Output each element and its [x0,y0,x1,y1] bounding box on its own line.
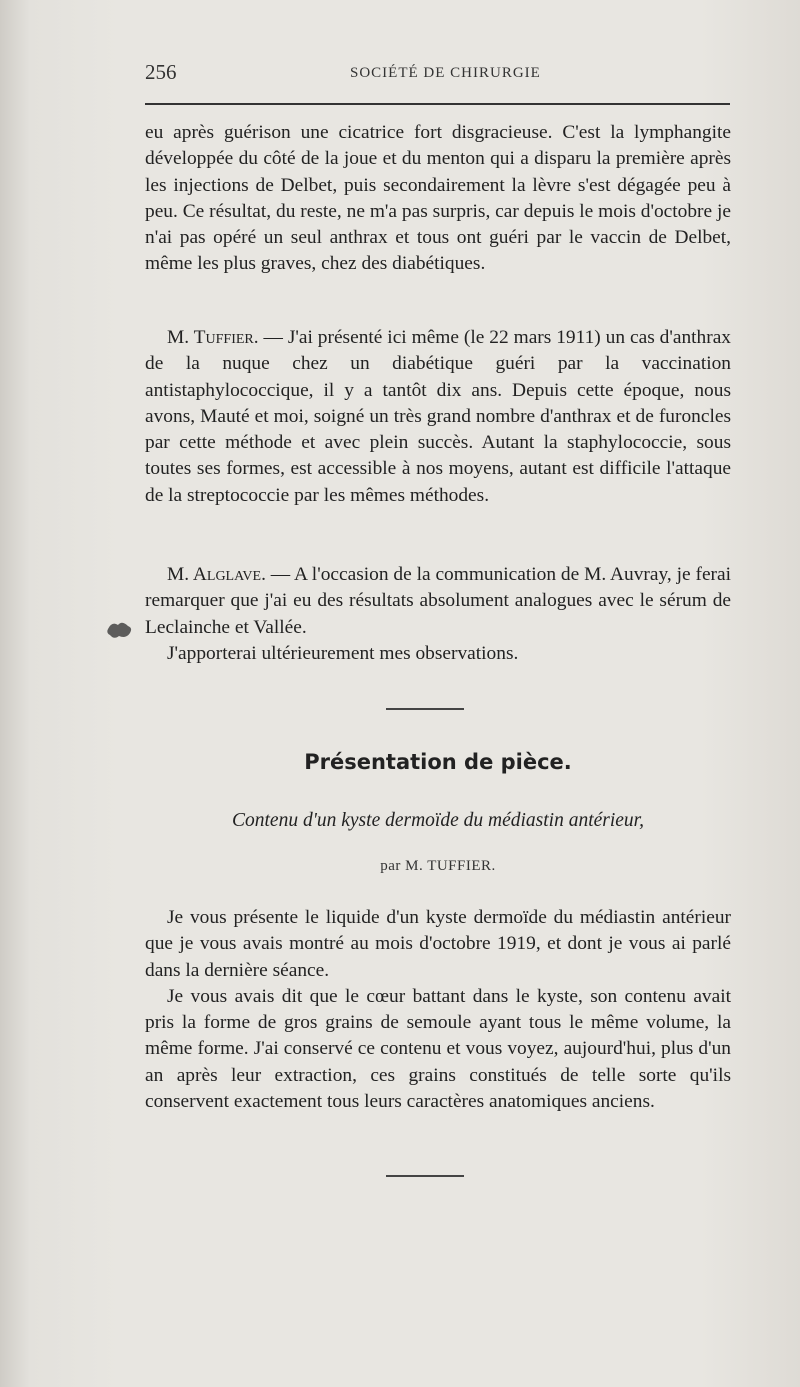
paragraph-alglave-remark [145,562,731,667]
speaker-name: M. Alglave. [167,564,266,585]
paragraph-text: Je vous avais dit que le cœur battant dans le kyste, son contenu avait pris la forme de gros grains de semoule ayant tous le même volume, la même forme. J'ai conservé ce contenu et vous voyez, aujourd'hui, plus d'un an après leur extraction, ces grains constitués de telle sorte qu'ils conservent exactement tous leurs caractères anatomiques anciens. [145,985,731,1113]
paragraph-tuffier-remark [145,325,731,509]
running-head: SOCIÉTÉ DE CHIRURGIE [350,65,541,81]
paragraph-text: eu après guérison une cicatrice fort disgracieuse. C'est la lymphangite développée du côté de la joue et du menton qui a disparu la première après les injections de Delbet, puis secondairement la lèvre s'est dégagée peu à peu. Ce résultat, du reste, ne m'a pas surpris, car depuis le mois d'octobre je n'ai pas opéré un seul anthrax et tous ont guéri par le vaccin de Delbet, même les plus graves, chez des diabétiques. [145,122,731,275]
section-subtitle: Contenu d'un kyste dermoïde du médiastin antérieur, [232,810,644,831]
paragraph-text: — A l'occasion de la communication de M. Auvray, je ferai remarquer que j'ai eu des résultats absolument analogues avec le sérum de Leclainche et Vallée. [145,564,731,638]
section-divider [386,1175,464,1177]
ink-blot-mark [106,619,134,641]
section-divider [386,708,464,710]
paragraph-text: Je vous présente le liquide d'un kyste dermoïde du médiastin antérieur que je vous avais montré au mois d'octobre 1919, et dont je vous ai parlé dans la dernière séance. [145,907,731,981]
section-title: Présentation de pièce. [304,750,572,774]
paragraph-presentation [145,905,731,1115]
section-byline: par M. TUFFIER. [380,858,496,874]
header-rule [145,103,730,105]
paragraph-text: J'apporterai ultérieurement mes observations. [167,642,519,664]
speaker-name: M. Tuffier. [167,327,259,348]
page-header [145,60,730,90]
paragraph-text: — J'ai présenté ici même (le 22 mars 1911) un cas d'anthrax de la nuque chez un diabétique guéri par la vaccination antistaphylococcique, il y a tantôt dix ans. Depuis cette époque, nous avons, Mauté et moi, soigné un très grand nombre d'anthrax et de furoncles par cette méthode et avec plein succès. Autant la staphylococcie, sous toutes ses formes, est accessible à nos moyens, autant est difficile l'attaque de la streptococcie par les mêmes méthodes. [145,327,731,506]
page-number: 256 [145,60,177,84]
paragraph-continuation [145,120,731,278]
